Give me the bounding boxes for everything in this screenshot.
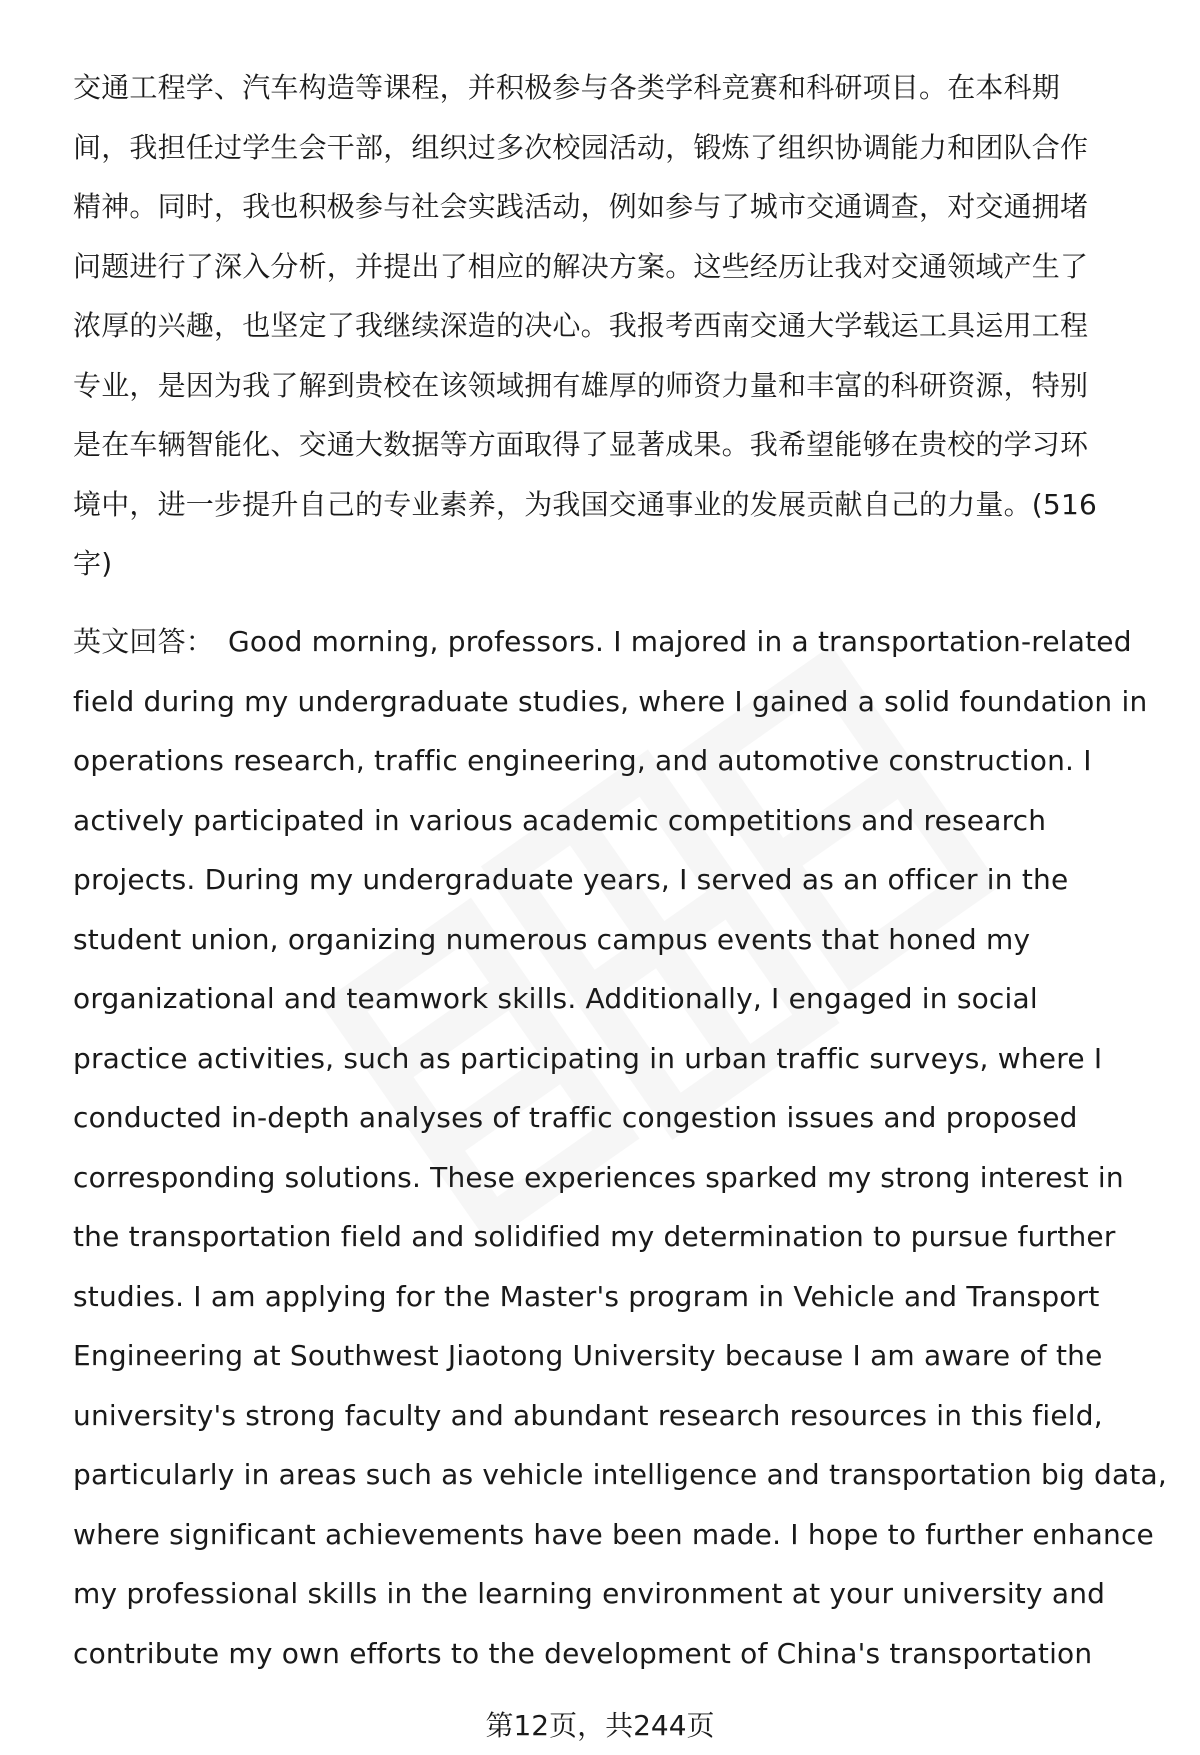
paragraph-line: organizational and teamwork skills. Additionally, I engaged in social xyxy=(73,982,1038,1015)
paragraph-line: projects. During my undergraduate years, I served as an officer in the xyxy=(73,863,1069,896)
english-answer-first-line xyxy=(73,612,1153,672)
paragraph-line: Engineering at Southwest Jiaotong University because I am aware of the xyxy=(73,1339,1103,1372)
paragraph-line: the transportation field and solidified my determination to pursue further xyxy=(73,1220,1116,1253)
chinese-answer xyxy=(73,58,1153,594)
english-answer xyxy=(73,612,1168,1683)
paragraph-line: 交通工程学、汽车构造等课程，并积极参与各类学科竞赛和科研项目。在本科期 xyxy=(73,71,1061,104)
paragraph-line: 是在车辆智能化、交通大数据等方面取得了显著成果。我希望能够在贵校的学习环 xyxy=(73,428,1089,461)
paragraph-line: contribute my own efforts to the development of China's transportation xyxy=(73,1636,1093,1670)
paragraph-line: 专业，是因为我了解到贵校在该领域拥有雄厚的师资力量和丰富的科研资源，特别 xyxy=(73,368,1089,402)
paragraph-line: 字) xyxy=(73,547,113,580)
paragraph-line: conducted in-depth analyses of traffic congestion issues and proposed xyxy=(73,1101,1078,1134)
paragraph-line: 问题进行了深入分析，并提出了相应的解决方案。这些经历让我对交通领域产生了 xyxy=(73,249,1089,283)
paragraph-line: student union, organizing numerous campus events that honed my xyxy=(73,922,1031,956)
paragraph-line: corresponding solutions. These experiences sparked my strong interest in xyxy=(73,1160,1124,1194)
paragraph-line: practice activities, such as participating in urban traffic surveys, where I xyxy=(73,1041,1103,1075)
paragraph-line: actively participated in various academic competitions and research xyxy=(73,803,1047,837)
english-answer-label: 英文回答： xyxy=(73,625,215,658)
paragraph-line: 境中，进一步提升自己的专业素养，为我国交通事业的发展贡献自己的力量。(516 xyxy=(73,487,1097,521)
paragraph-line: particularly in areas such as vehicle intelligence and transportation big data, xyxy=(73,1458,1168,1491)
paragraph-line: my professional skills in the learning environment at your university and xyxy=(73,1577,1106,1610)
paragraph-line: operations research, traffic engineering, and automotive construction. I xyxy=(73,744,1092,777)
paragraph-line: university's strong faculty and abundant research resources in this field, xyxy=(73,1398,1103,1432)
paragraph-line: studies. I am applying for the Master's program in Vehicle and Transport xyxy=(73,1279,1100,1313)
paragraph-line: 间，我担任过学生会干部，组织过多次校园活动，锻炼了组织协调能力和团队合作 xyxy=(73,130,1089,164)
paragraph-line: 浓厚的兴趣，也坚定了我继续深造的决心。我报考西南交通大学载运工具运用工程 xyxy=(73,309,1089,342)
paragraph-line: Good morning, professors. I majored in a transportation-related xyxy=(228,625,1132,658)
page-number: 第12页，共244页 xyxy=(485,1709,715,1742)
paragraph-line: field during my undergraduate studies, where I gained a solid foundation in xyxy=(73,684,1148,718)
paragraph-line: where significant achievements have been made. I hope to further enhance xyxy=(73,1517,1154,1551)
paragraph-line: 精神。同时，我也积极参与社会实践活动，例如参与了城市交通调查，对交通拥堵 xyxy=(73,190,1089,223)
